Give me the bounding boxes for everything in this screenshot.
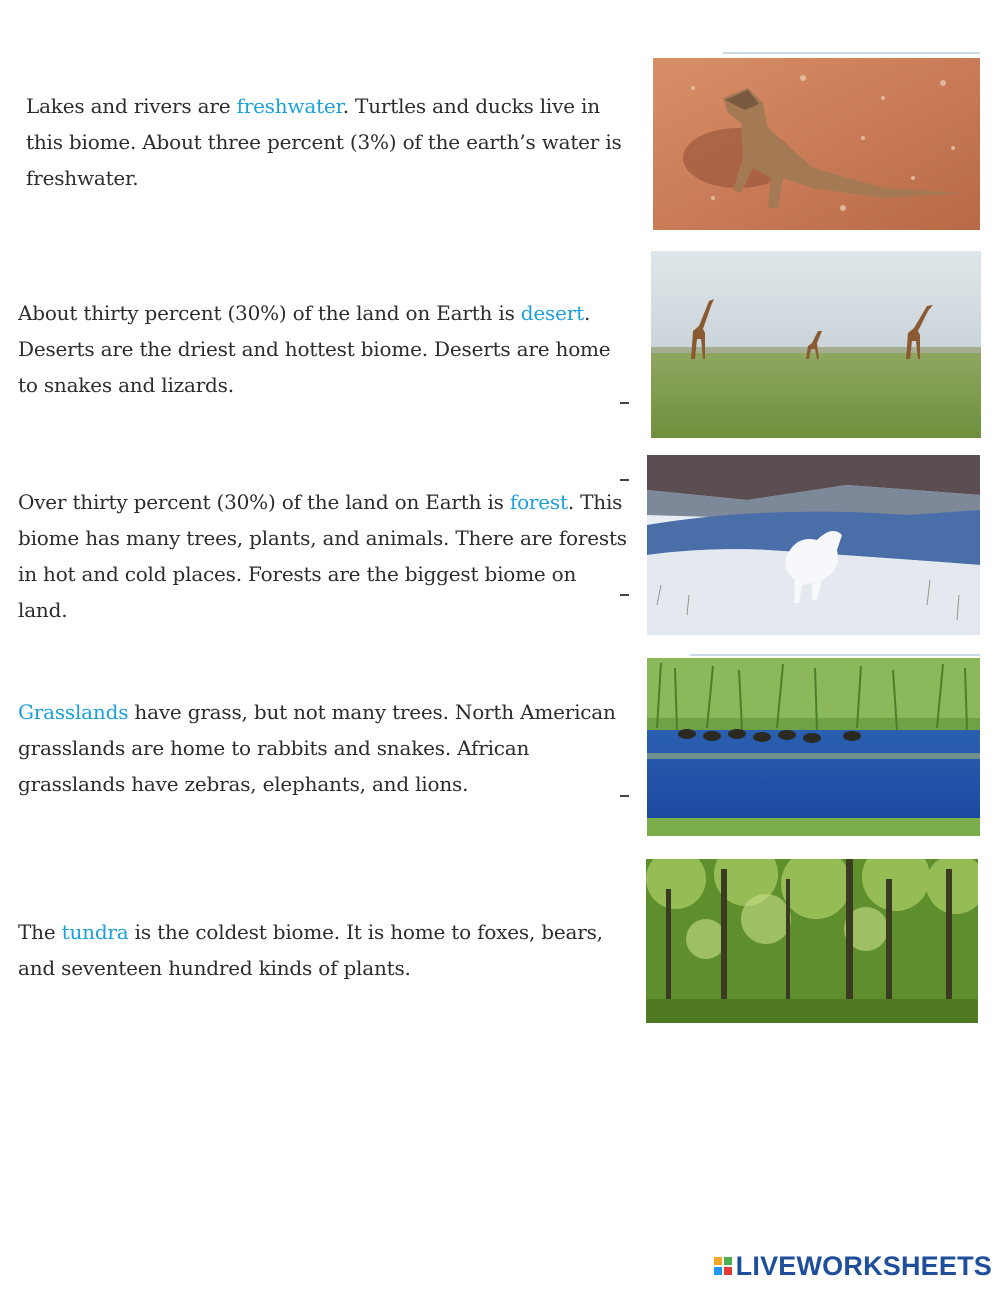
text-pre: Over thirty percent (30%) of the land on Earth is bbox=[18, 490, 510, 514]
divider-line bbox=[690, 654, 980, 656]
text-block-tundra bbox=[18, 914, 618, 986]
text-post: have grass, but not many trees. North American grasslands are home to rabbits and snakes. African grasslands have zebras, elephants, and lions. bbox=[18, 700, 616, 796]
drop-target-mark bbox=[620, 479, 629, 481]
drop-target-mark bbox=[620, 402, 629, 404]
text-post: . This biome has many trees, plants, and animals. There are forests in hot and cold places. Forests are the biggest biome on land. bbox=[18, 490, 627, 622]
keyword-forest: forest bbox=[509, 490, 568, 514]
text-block-grasslands bbox=[18, 694, 630, 802]
text-pre: About thirty percent (30%) of the land on Earth is bbox=[18, 301, 521, 325]
divider-line bbox=[723, 52, 980, 54]
lizard-on-sand-photo[interactable] bbox=[653, 58, 980, 230]
keyword-tundra: tundra bbox=[61, 920, 129, 944]
drop-target-mark bbox=[620, 594, 629, 596]
text-pre: Lakes and rivers are bbox=[26, 94, 237, 118]
text-post: . Deserts are the driest and hottest biome. Deserts are home to snakes and lizards. bbox=[18, 301, 611, 397]
drop-target-mark bbox=[620, 795, 629, 797]
keyword-desert: desert bbox=[520, 301, 584, 325]
text-post: . Turtles and ducks live in this biome. About three percent (3%) of the earth’s water is freshwater. bbox=[26, 94, 622, 190]
green-forest-photo[interactable] bbox=[646, 859, 978, 1023]
ducks-on-pond-photo[interactable] bbox=[647, 658, 980, 836]
text-pre: The bbox=[18, 920, 62, 944]
liveworksheets-logo bbox=[714, 1251, 992, 1281]
text-block-desert bbox=[18, 295, 618, 403]
arctic-fox-in-snow-photo[interactable] bbox=[647, 455, 980, 635]
logo-grid-icon bbox=[714, 1257, 732, 1275]
brand-name: LIVEWORKSHEETS bbox=[735, 1250, 992, 1281]
keyword-grasslands: Grasslands bbox=[18, 700, 129, 724]
keyword-freshwater: freshwater bbox=[236, 94, 343, 118]
text-block-forest bbox=[18, 484, 628, 628]
text-block-freshwater bbox=[26, 88, 626, 196]
text-post: is the coldest biome. It is home to foxes, bears, and seventeen hundred kinds of plants. bbox=[18, 920, 603, 980]
giraffes-on-grassland-photo[interactable] bbox=[651, 251, 981, 438]
